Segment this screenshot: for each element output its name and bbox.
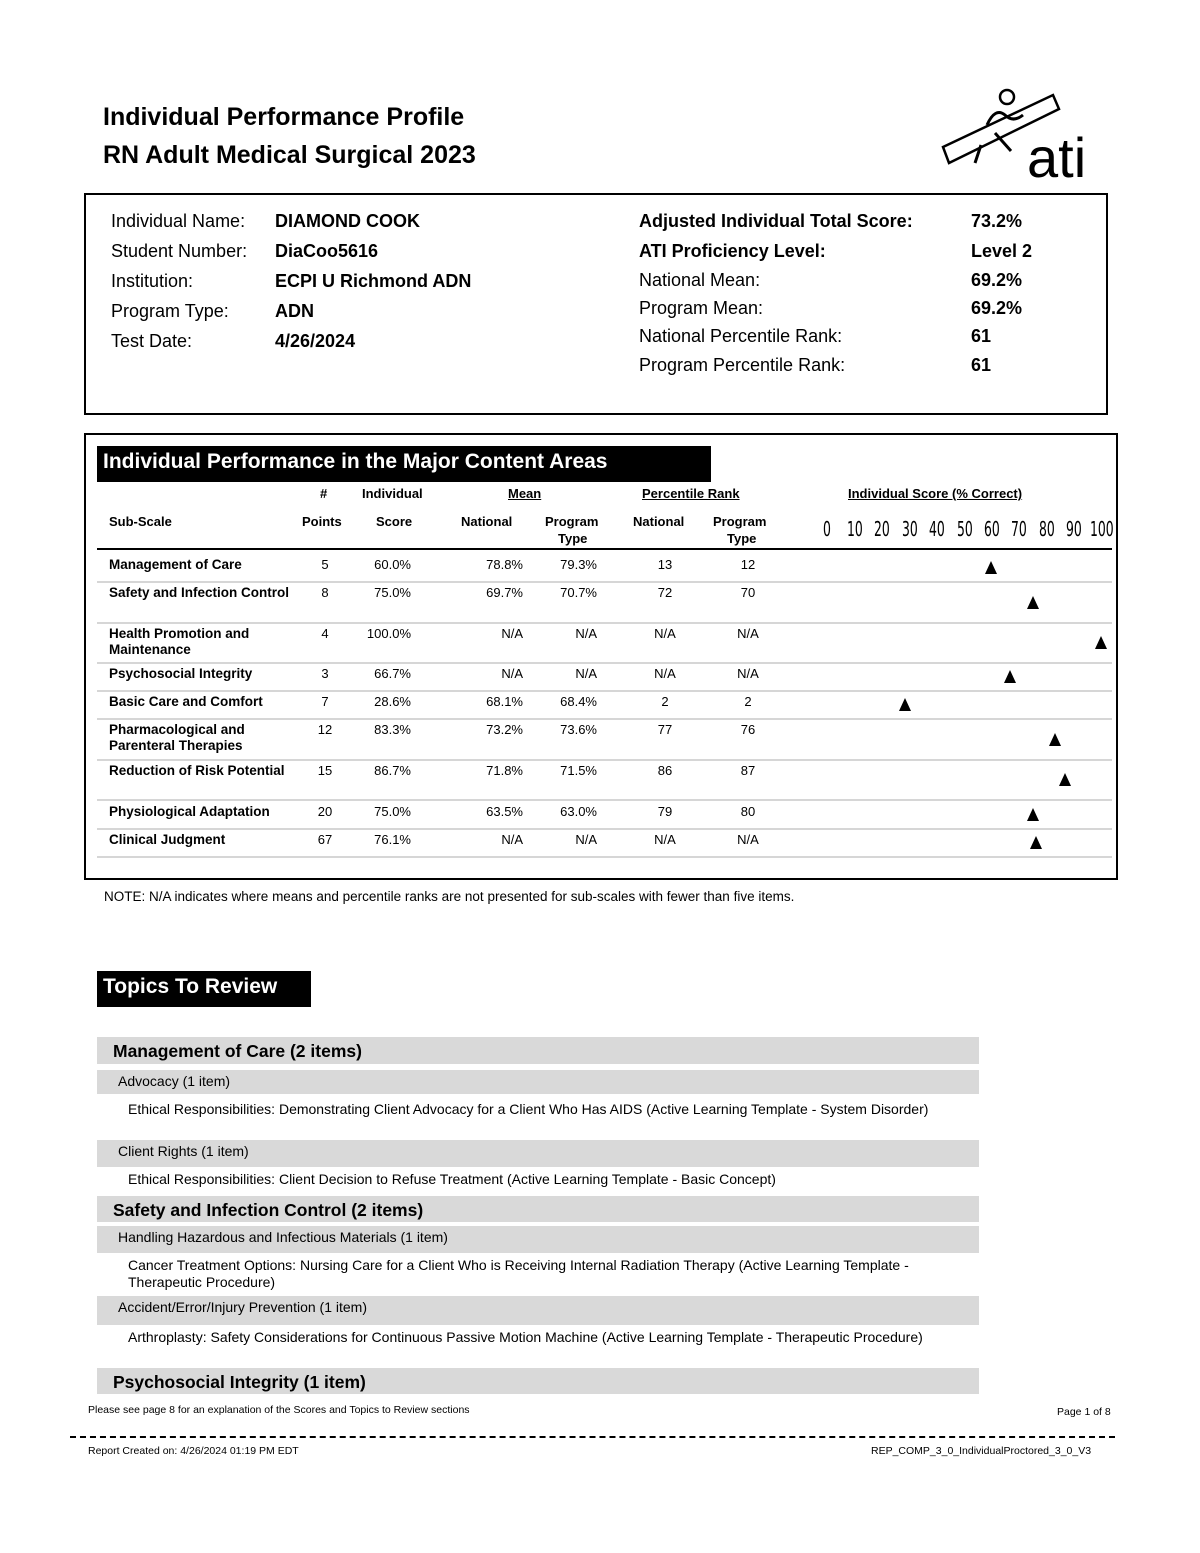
row-divider: [97, 690, 1112, 692]
cell-nat-mean: 78.8%: [486, 557, 523, 572]
cell-prog-pr: N/A: [737, 832, 759, 847]
row-divider: [97, 828, 1112, 830]
cell-prog-mean: 63.0%: [560, 804, 597, 819]
cell-points: 4: [321, 626, 329, 641]
subscale-name: Psychosocial Integrity: [109, 666, 253, 681]
mean-program-header-2: Type: [558, 531, 588, 546]
mean-program-header: Program: [545, 514, 599, 529]
cell-prog-mean: 79.3%: [560, 557, 597, 572]
score-value: 69.2%: [971, 270, 1023, 290]
cell-prog-mean: N/A: [575, 832, 597, 847]
chart-tick-label: 30: [901, 517, 918, 541]
report-created: Report Created on: 4/26/2024 01:19 PM EDT: [88, 1445, 299, 1457]
score-label: Adjusted Individual Total Score:: [639, 211, 913, 231]
cell-nat-mean: N/A: [501, 832, 523, 847]
row-divider: [97, 622, 1112, 624]
report-code: REP_COMP_3_0_IndividualProctored_3_0_V3: [871, 1445, 1092, 1457]
points-header-top: #: [320, 486, 328, 501]
score-value: 73.2%: [971, 211, 1023, 231]
cell-prog-pr: 76: [740, 722, 756, 737]
score-marker-triangle: [1027, 808, 1039, 821]
cell-nat-pr: N/A: [654, 626, 676, 641]
cell-points: 8: [321, 585, 329, 600]
score-marker-triangle: [899, 698, 911, 711]
logo-text: ati: [1027, 126, 1087, 185]
pr-program-header-2: Type: [727, 531, 757, 546]
cell-prog-pr: 80: [740, 804, 756, 819]
score-marker-triangle: [985, 561, 997, 574]
chart-tick-label: 60: [983, 517, 1000, 541]
cell-nat-mean: 71.8%: [486, 763, 523, 778]
score-label: National Percentile Rank:: [639, 326, 843, 346]
cell-nat-mean: 68.1%: [486, 694, 523, 709]
chart-tick-label: 0: [823, 517, 832, 541]
row-divider: [97, 581, 1112, 583]
score-marker-triangle: [1030, 836, 1042, 849]
topics-banner: Topics To Review: [97, 971, 311, 1007]
pr-program-header: Program: [713, 514, 767, 529]
subscale-name: Clinical Judgment: [109, 832, 226, 847]
subscale-name: Physiological Adaptation: [109, 804, 270, 819]
subscale-name: Safety and Infection Control: [109, 585, 290, 600]
cell-nat-pr: 72: [657, 585, 673, 600]
cell-points: 15: [317, 763, 333, 778]
info-label: Institution:: [111, 271, 194, 291]
cell-points: 3: [321, 666, 329, 681]
row-divider: [97, 856, 1112, 858]
cell-prog-pr: 2: [744, 694, 752, 709]
score-marker-triangle: [1004, 670, 1016, 683]
header-rule: [97, 548, 1112, 550]
test-name: RN Adult Medical Surgical 2023: [103, 141, 476, 169]
cell-score: 66.7%: [374, 666, 411, 681]
info-value: ADN: [275, 301, 314, 321]
mean-header: Mean: [508, 486, 542, 501]
cell-score: 83.3%: [374, 722, 411, 737]
info-label: Test Date:: [111, 331, 193, 351]
na-note: NOTE: N/A indicates where means and percentile ranks are not presented for sub-scales with fewer than five items.: [104, 889, 795, 904]
score-value: 61: [971, 355, 992, 375]
row-divider: [97, 759, 1112, 761]
cell-score: 100.0%: [366, 626, 411, 641]
score-header: Score: [376, 514, 413, 529]
chart-tick-label: 20: [874, 517, 891, 541]
cell-prog-mean: 71.5%: [560, 763, 597, 778]
cell-nat-pr: 79: [657, 804, 673, 819]
score-marker-triangle: [1095, 636, 1107, 649]
subscale-name: Pharmacological and Parenteral Therapies: [109, 722, 245, 753]
subscale-name: Basic Care and Comfort: [109, 694, 263, 709]
cell-prog-pr: N/A: [737, 626, 759, 641]
cell-nat-mean: 63.5%: [486, 804, 523, 819]
score-value: Level 2: [971, 241, 1033, 261]
topic-subcategory-hazardous-materials: Handling Hazardous and Infectious Materials (1 item): [97, 1226, 979, 1253]
chart-tick-label: 90: [1066, 517, 1082, 541]
cell-nat-mean: N/A: [501, 626, 523, 641]
topic-category-psychosocial: Psychosocial Integrity (1 item): [97, 1368, 979, 1394]
subscale-header: Sub-Scale: [109, 514, 172, 529]
cell-prog-pr: 70: [740, 585, 756, 600]
chart-tick-label: 70: [1011, 517, 1028, 541]
student-info-box: [84, 193, 1108, 415]
score-value: 69.2%: [971, 298, 1023, 318]
score-label: ATI Proficiency Level:: [639, 241, 826, 261]
row-divider: [97, 799, 1112, 801]
score-header-top: Individual: [362, 486, 423, 501]
pr-national-header: National: [633, 514, 685, 529]
footer-divider: [70, 1436, 1115, 1438]
cell-nat-pr: 86: [657, 763, 673, 778]
info-value: DiaCoo5616: [275, 241, 379, 261]
percentile-rank-header: Percentile Rank: [642, 486, 740, 501]
cell-prog-mean: N/A: [575, 626, 597, 641]
chart-tick-label: 50: [956, 517, 973, 541]
points-header: Points: [302, 514, 342, 529]
row-divider: [97, 662, 1112, 664]
score-label: Program Mean:: [639, 298, 764, 318]
topic-item: Ethical Responsibilities: Client Decision to Refuse Treatment (Active Learning Template - Basic Concept): [128, 1171, 776, 1187]
info-value: ECPI U Richmond ADN: [275, 271, 472, 291]
cell-score: 60.0%: [374, 557, 411, 572]
cell-points: 7: [321, 694, 329, 709]
cell-nat-mean: 73.2%: [486, 722, 523, 737]
cell-score: 75.0%: [374, 585, 411, 600]
cell-prog-mean: 68.4%: [560, 694, 597, 709]
score-value: 61: [971, 326, 992, 346]
cell-nat-pr: 77: [657, 722, 673, 737]
cell-points: 12: [317, 722, 333, 737]
score-marker-triangle: [1059, 773, 1071, 786]
topic-subcategory-advocacy: Advocacy (1 item): [97, 1070, 979, 1094]
chart-tick-label: 80: [1038, 517, 1055, 541]
cell-nat-pr: N/A: [654, 666, 676, 681]
chart-tick-label: 10: [846, 517, 863, 541]
subscale-name: Management of Care: [109, 557, 242, 572]
topic-subcategory-accident-prevention: Accident/Error/Injury Prevention (1 item): [97, 1296, 979, 1325]
mean-national-header: National: [461, 514, 513, 529]
ati-logo: [935, 85, 1110, 185]
subscale-name: Reduction of Risk Potential: [109, 763, 285, 778]
cell-points: 20: [317, 804, 333, 819]
cell-nat-pr: 2: [661, 694, 669, 709]
info-value: DIAMOND COOK: [275, 211, 420, 231]
cell-prog-mean: N/A: [575, 666, 597, 681]
topic-item: Cancer Treatment Options: Nursing Care for a Client Who is Receiving Internal Radiation Therapy (Active Learning Template - Therapeutic Procedure): [128, 1257, 909, 1290]
performance-banner: Individual Performance in the Major Content Areas: [97, 446, 711, 482]
info-label: Program Type:: [111, 301, 229, 321]
chart-header: Individual Score (% Correct): [848, 486, 1023, 501]
row-divider: [97, 718, 1112, 720]
footer-explanation: Please see page 8 for an explanation of the Scores and Topics to Review sections: [88, 1404, 470, 1416]
info-value: 4/26/2024: [275, 331, 356, 351]
score-label: National Mean:: [639, 270, 761, 290]
topic-category-safety: Safety and Infection Control (2 items): [97, 1196, 979, 1222]
report-title: Individual Performance Profile: [103, 103, 465, 131]
topic-item: Arthroplasty: Safety Considerations for Continuous Passive Motion Machine (Active Learning Template - Therapeutic Procedure): [128, 1329, 923, 1345]
info-label: Student Number:: [111, 241, 248, 261]
cell-nat-pr: N/A: [654, 832, 676, 847]
cell-nat-pr: 13: [657, 557, 673, 572]
score-marker-triangle: [1027, 596, 1039, 609]
cell-nat-mean: N/A: [501, 666, 523, 681]
topic-category-management-of-care: Management of Care (2 items): [97, 1037, 979, 1064]
cell-prog-mean: 73.6%: [560, 722, 597, 737]
topic-subcategory-client-rights: Client Rights (1 item): [97, 1140, 979, 1167]
chart-tick-label: 100: [1089, 517, 1114, 541]
topic-item: Ethical Responsibilities: Demonstrating Client Advocacy for a Client Who Has AIDS (Active Learning Template - System Disorder): [128, 1101, 929, 1117]
cell-prog-pr: N/A: [737, 666, 759, 681]
score-marker-triangle: [1049, 733, 1061, 746]
cell-prog-pr: 87: [740, 763, 756, 778]
score-label: Program Percentile Rank:: [639, 355, 846, 375]
page-number: Page 1 of 8: [1057, 1406, 1111, 1418]
cell-score: 76.1%: [374, 832, 411, 847]
cell-score: 75.0%: [374, 804, 411, 819]
cell-points: 67: [317, 832, 333, 847]
cell-prog-mean: 70.7%: [560, 585, 597, 600]
info-label: Individual Name:: [111, 211, 246, 231]
cell-score: 28.6%: [374, 694, 411, 709]
cell-score: 86.7%: [374, 763, 411, 778]
chart-tick-label: 40: [929, 517, 945, 541]
subscale-name: Health Promotion and Maintenance: [109, 626, 250, 657]
cell-nat-mean: 69.7%: [486, 585, 523, 600]
cell-prog-pr: 12: [740, 557, 756, 572]
cell-points: 5: [321, 557, 329, 572]
